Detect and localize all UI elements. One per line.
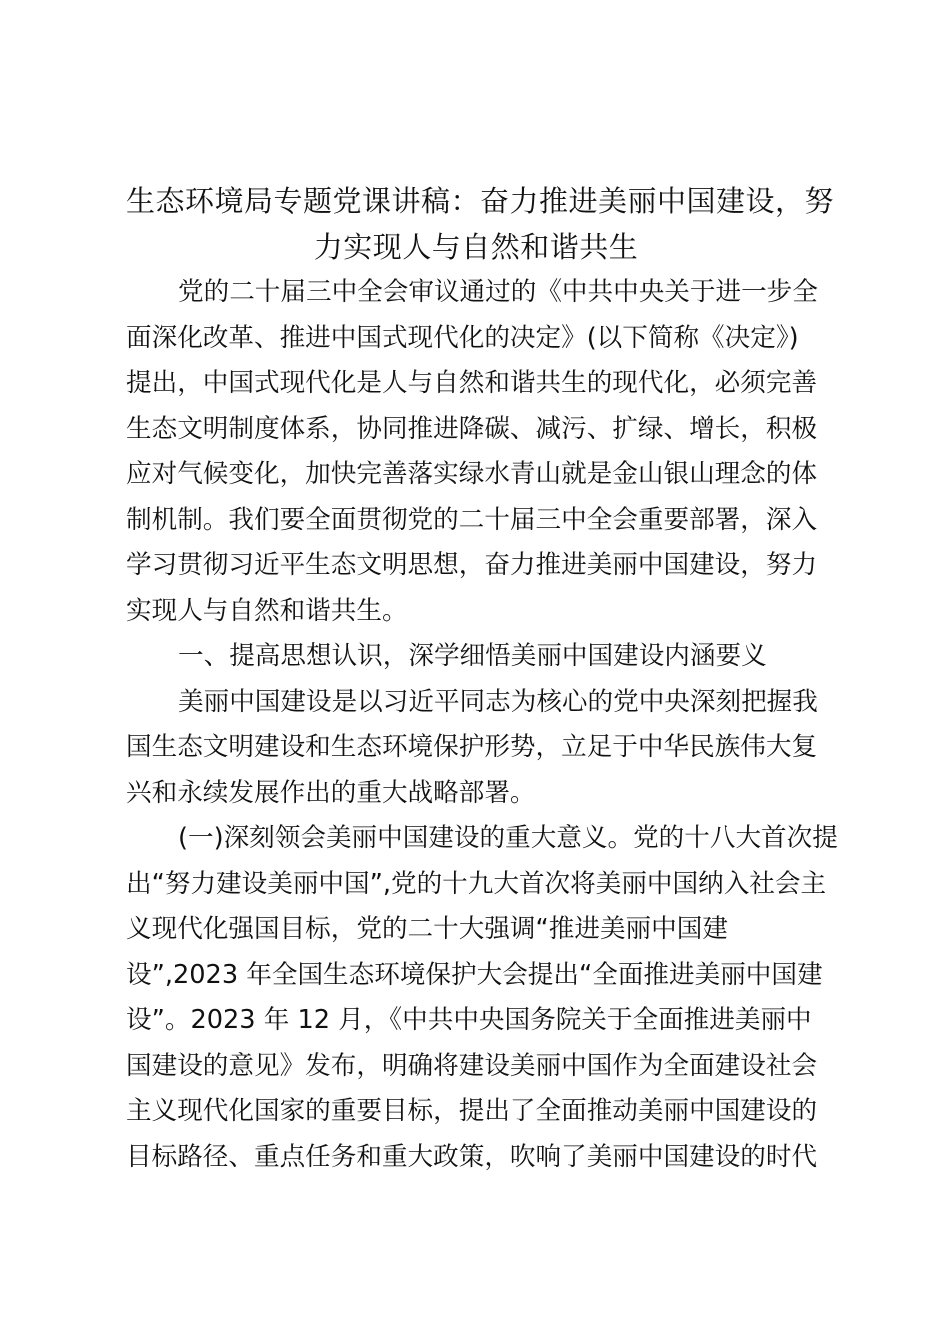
- text-line: 主义现代化国家的重要目标，提出了全面推动美丽中国建设的: [126, 1096, 818, 1126]
- text-line: 国建设的意见》发布，明确将建设美丽中国作为全面建设社会: [126, 1050, 818, 1081]
- text-line: 学习贯彻习近平生态文明思想，奋力推进美丽中国建设，努力: [126, 550, 818, 580]
- text-line: 兴和永续发展作出的重大战略部署。: [126, 777, 536, 808]
- text-line: 设”,2023 年全国生态环境保护大会提出“全面推进美丽中国建: [126, 959, 823, 990]
- text-line: 国生态文明建设和生态环境保护形势，立足于中华民族伟大复: [126, 732, 818, 762]
- text-line: 出“努力建设美丽中国”,党的十九大首次将美丽中国纳入社会主: [126, 868, 827, 899]
- text-line: 美丽中国建设是以习近平同志为核心的党中央深刻把握我: [178, 686, 818, 717]
- text-line: 实现人与自然和谐共生。: [126, 595, 408, 626]
- text-line: (一)深刻领会美丽中国建设的重大意义。党的十八大首次提: [178, 823, 838, 853]
- section-heading: [126, 634, 826, 680]
- text-line: 提出，中国式现代化是人与自然和谐共生的现代化，必须完善: [126, 368, 818, 398]
- text-line: 党的二十届三中全会审议通过的《中共中央关于进一步全: [178, 277, 818, 307]
- text-line: 应对气候变化，加快完善落实绿水青山就是金山银山理念的体: [126, 459, 818, 489]
- document-title: [126, 178, 835, 270]
- title-line-1: 生态环境局专题党课讲稿：奋力推进美丽中国建设，努: [126, 184, 835, 218]
- document-body: [126, 270, 838, 1180]
- title-line-2: 力实现人与自然和谐共生: [313, 230, 639, 264]
- text-line: 面深化改革、推进中国式现代化的决定》(以下简称《决定》): [126, 322, 799, 353]
- paragraph-subsection-1: [126, 816, 838, 1180]
- text-line: 目标路径、重点任务和重大政策，吹响了美丽中国建设的时代: [126, 1141, 818, 1172]
- paragraph-section-intro: [126, 680, 826, 817]
- text-line: 生态文明制度体系，协同推进降碳、减污、扩绿、增长，积极: [126, 413, 818, 444]
- paragraph-intro: [126, 270, 826, 634]
- text-line: 制机制。我们要全面贯彻党的二十届三中全会重要部署，深入: [126, 504, 818, 535]
- document-content: [126, 178, 838, 1180]
- text-line: 一、提高思想认识，深学细悟美丽中国建设内涵要义: [178, 641, 767, 671]
- text-line: 义现代化强国目标，党的二十大强调“推进美丽中国建: [126, 914, 728, 944]
- text-line: 设”。2023 年 12 月，《中共中央国务院关于全面推进美丽中: [126, 1005, 812, 1035]
